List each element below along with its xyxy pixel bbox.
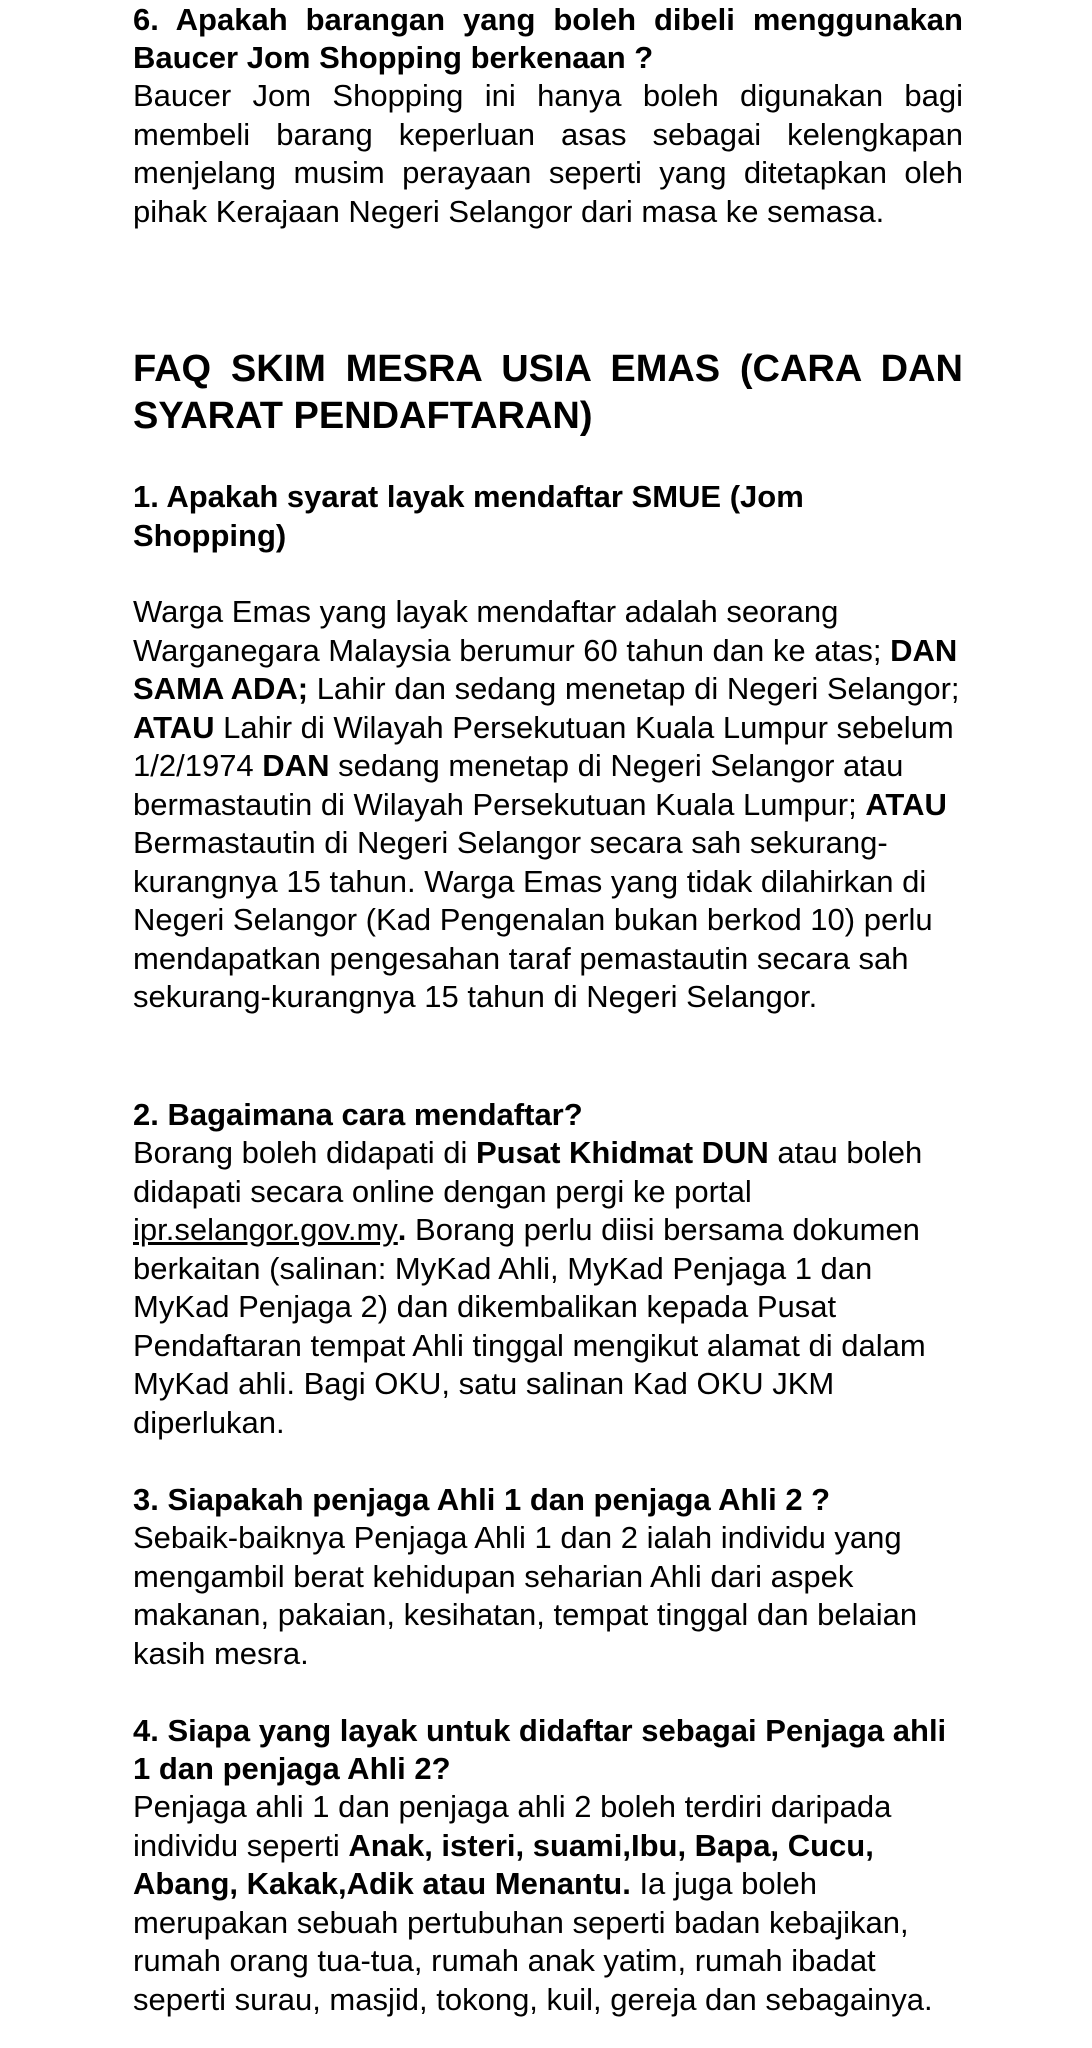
answer-emphasis: Pusat Khidmat DUN xyxy=(475,1135,769,1170)
answer-emphasis: . xyxy=(397,1212,407,1247)
answer-text: Borang perlu diisi bersama dokumen berkaitan (salinan: MyKad Ahli, MyKad Penjaga 1 dan MyKad Penjaga 2) dan dikembalikan kepada Pusat Pendaftaran tempat Ahli tinggal mengikut alamat di dalam MyKad ahli. Bagi OKU, satu salinan Kad OKU JKM diperlukan. xyxy=(133,1212,926,1440)
answer-text: Warga Emas yang layak mendaftar adalah seorang Warganegara Malaysia berumur 60 tahun dan ke atas; xyxy=(133,594,891,668)
answer-emphasis: Anak, isteri, suami,Ibu, Bapa, Cucu, Abang, Kakak,Adik atau Menantu. xyxy=(133,1827,874,1901)
answer-text: sedang menetap di Negeri Selangor atau bermastautin di Wilayah Persekutuan Kuala Lumpur; xyxy=(133,748,904,822)
faq-item-4 xyxy=(133,1712,963,2019)
answer-emphasis: ATAU xyxy=(133,709,215,745)
answer-text: Ia juga boleh merupakan sebuah pertubuhan seperti badan kebajikan, rumah orang tua-tua, rumah anak yatim, rumah ibadat seperti surau, masjid, tokong, kuil, gereja dan sebagainya. xyxy=(133,1866,933,2017)
portal-link[interactable]: ipr.selangor.gov.my xyxy=(133,1212,398,1247)
answer-text: Penjaga ahli 1 dan penjaga ahli 2 boleh terdiri daripada individu seperti xyxy=(133,1789,892,1863)
question-3-answer: Sebaik-baiknya Penjaga Ahli 1 dan 2 ialah individu yang mengambil berat kehidupan seharian Ahli dari aspek makanan, pakaian, kesihatan, tempat tinggal dan belaian kasih mesra. xyxy=(133,1520,918,1671)
answer-emphasis: DAN xyxy=(262,748,330,783)
question-6-title: 6. Apakah barangan yang boleh dibeli menggunakan Baucer Jom Shopping berkenaan ? xyxy=(133,2,963,75)
faq-section-heading: FAQ SKIM MESRA USIA EMAS (CARA DAN SYARAT PENDAFTARAN) xyxy=(133,348,963,437)
question-2-title: 2. Bagaimana cara mendaftar? xyxy=(133,1097,583,1132)
answer-text: Lahir dan sedang menetap di Negeri Selangor; xyxy=(308,671,960,706)
question-1-answer xyxy=(133,593,963,1017)
question-3-title: 3. Siapakah penjaga Ahli 1 dan penjaga Ahli 2 ? xyxy=(133,1482,831,1517)
answer-emphasis: ATAU xyxy=(865,786,947,822)
question-1-title: 1. Apakah syarat layak mendaftar SMUE (Jom Shopping) xyxy=(133,479,804,553)
answer-text: Lahir di Wilayah Persekutuan Kuala Lumpur sebelum 1/2/1974 xyxy=(133,709,954,783)
faq-item-3 xyxy=(133,1480,963,1673)
faq-item-2 xyxy=(133,1095,963,1442)
question-4-answer xyxy=(133,1788,963,2019)
question-2-answer xyxy=(133,1134,943,1442)
question-4-title: 4. Siapa yang layak untuk didaftar sebagai Penjaga ahli 1 dan penjaga Ahli 2? xyxy=(133,1713,947,1786)
question-6-answer: Baucer Jom Shopping ini hanya boleh digunakan bagi membeli barang keperluan asas sebagai kelengkapan menjelang musim perayaan seperti yang ditetapkan oleh pihak Kerajaan Negeri Selangor dari masa ke semasa. xyxy=(133,78,963,229)
faq-item-6 xyxy=(133,1,963,231)
answer-text: atau boleh didapati secara online dengan pergi ke portal xyxy=(133,1135,923,1209)
answer-text: Bermastautin di Negeri Selangor secara sah sekurang-kurangnya 15 tahun. Warga Emas yang tidak dilahirkan di Negeri Selangor (Kad Pengenalan bukan berkod 10) perlu mendapatkan pengesahan taraf pemastautin secara sah sekurang-kurangnya 15 tahun di Negeri Selangor. xyxy=(133,825,933,1014)
answer-emphasis: DAN SAMA ADA; xyxy=(133,632,958,706)
answer-text: Borang boleh didapati di xyxy=(133,1135,476,1170)
faq-item-1 xyxy=(133,477,963,1017)
